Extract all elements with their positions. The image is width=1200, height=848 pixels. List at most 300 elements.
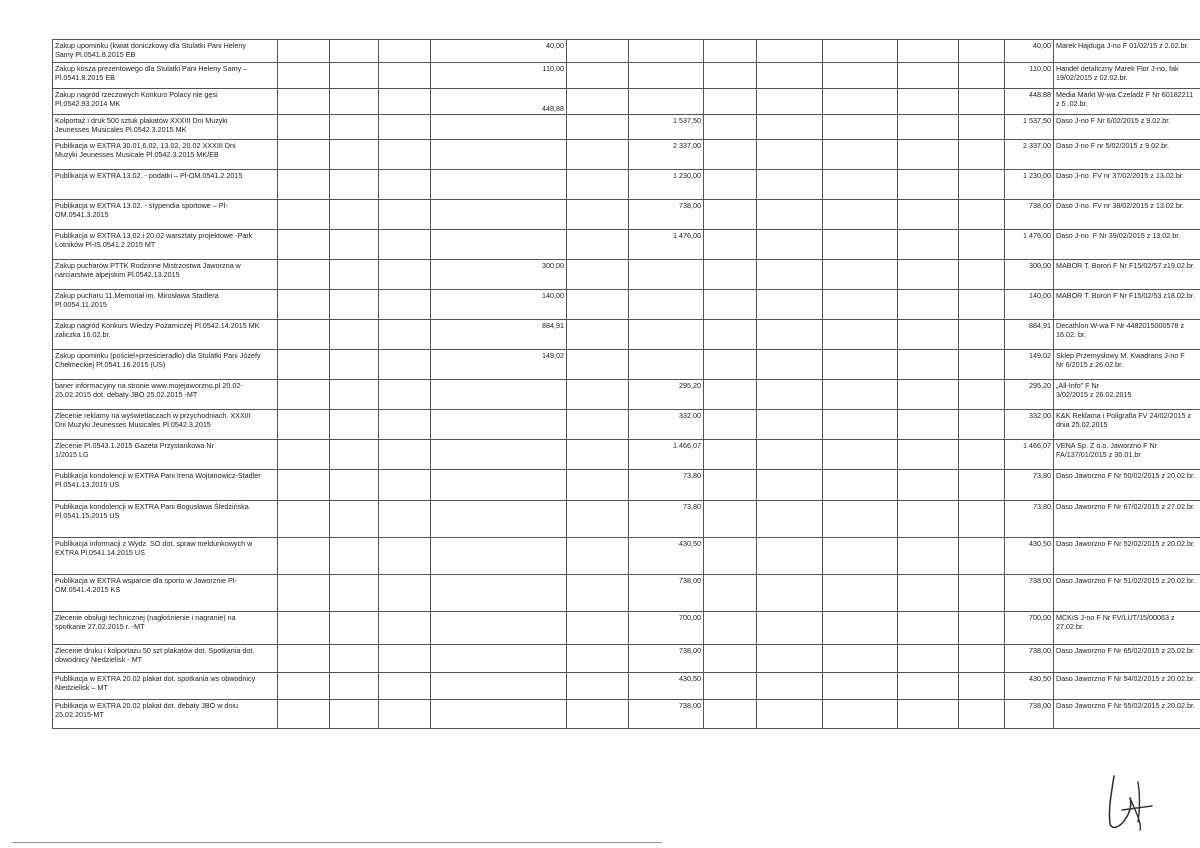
- cell-empty: [898, 230, 959, 260]
- cell-empty: [431, 470, 567, 501]
- cell-empty: [278, 612, 330, 645]
- cell-empty: [959, 140, 1005, 170]
- cell-total: 40,00: [1005, 40, 1054, 63]
- cell-amount: 738,00: [629, 575, 704, 612]
- cell-description: Zlecenie obsługi technicznej (nagłośnienie i nagranie) na spotkanie 27.02.2015 r. -MT: [53, 612, 278, 645]
- cell-empty: [757, 115, 823, 140]
- cell-description: Publikacja w EXTRA 20.02 plakat dot. spotkania ws obwodnicy Niedzielisk – MT: [53, 673, 278, 700]
- signature-mark: [1100, 772, 1155, 832]
- cell-empty: [567, 350, 629, 380]
- cell-description: Publikacja w EXTRA 30.01,6.02, 13.02, 20.02 XXXIII Dni Muzyki Jeunesses Musicale Pl.0542.3.2015 MK/EB: [53, 140, 278, 170]
- cell-empty: [278, 700, 330, 729]
- cell-amount: 110,00: [431, 63, 567, 89]
- cell-vendor-invoice: Daso J-no F Nr 6/02/2015 z 9.02.br.: [1054, 115, 1200, 140]
- cell-empty: [898, 612, 959, 645]
- cell-empty: [567, 320, 629, 350]
- cell-total: 1 476,00: [1005, 230, 1054, 260]
- cell-empty: [278, 260, 330, 290]
- cell-vendor-invoice: Daso J-no. FV nr 37/02/2015 z 13.02.br.: [1054, 170, 1200, 200]
- cell-empty: [431, 200, 567, 230]
- cell-empty: [567, 440, 629, 470]
- cell-empty: [379, 140, 431, 170]
- cell-empty: [757, 63, 823, 89]
- table-row: [53, 501, 1200, 538]
- cell-empty: [330, 200, 379, 230]
- table-row: [53, 89, 1200, 115]
- cell-empty: [330, 612, 379, 645]
- cell-empty: [629, 63, 704, 89]
- cell-empty: [898, 40, 959, 63]
- cell-empty: [704, 501, 757, 538]
- cell-empty: [330, 575, 379, 612]
- cell-empty: [757, 470, 823, 501]
- cell-empty: [898, 410, 959, 440]
- cell-empty: [898, 673, 959, 700]
- cell-empty: [757, 260, 823, 290]
- cell-empty: [704, 140, 757, 170]
- cell-empty: [757, 700, 823, 729]
- cell-vendor-invoice: Daso Jaworzno F Nr 54/02/2015 z 20.02.br.: [1054, 673, 1200, 700]
- cell-empty: [567, 673, 629, 700]
- cell-vendor-invoice: K&K Reklama i Poligrafia FV 24/02/2015 z dnia 25.02.2015: [1054, 410, 1200, 440]
- cell-empty: [379, 40, 431, 63]
- cell-empty: [629, 350, 704, 380]
- cell-empty: [278, 89, 330, 115]
- cell-amount: 1 476,00: [629, 230, 704, 260]
- cell-empty: [278, 501, 330, 538]
- cell-amount: 1 537,50: [629, 115, 704, 140]
- cell-empty: [330, 290, 379, 320]
- cell-empty: [757, 612, 823, 645]
- cell-empty: [823, 170, 898, 200]
- cell-total: 149,02: [1005, 350, 1054, 380]
- cell-vendor-invoice: MABOR T. Boroń F Nr F15/02/57 z19.02.br.: [1054, 260, 1200, 290]
- cell-description: Publikacja w EXTRA 13.02.i 20.02 warsztaty projektowe -Park Lotników Pl-IS.0541.2.2015 MT: [53, 230, 278, 260]
- cell-empty: [704, 89, 757, 115]
- cell-total: 140,00: [1005, 290, 1054, 320]
- cell-empty: [704, 63, 757, 89]
- cell-empty: [757, 320, 823, 350]
- cell-total: 332,00: [1005, 410, 1054, 440]
- cell-empty: [379, 440, 431, 470]
- cell-empty: [959, 501, 1005, 538]
- cell-total: 738,00: [1005, 575, 1054, 612]
- cell-empty: [823, 410, 898, 440]
- cell-empty: [567, 200, 629, 230]
- cell-amount: 1 466,07: [629, 440, 704, 470]
- table-row: [53, 290, 1200, 320]
- cell-empty: [898, 440, 959, 470]
- cell-empty: [898, 140, 959, 170]
- cell-empty: [330, 410, 379, 440]
- cell-empty: [379, 501, 431, 538]
- cell-empty: [278, 410, 330, 440]
- cell-amount: 738,00: [629, 700, 704, 729]
- cell-description: Zakup nagród rzeczowych Konkurs Polacy nie gęsi Pl.0542.93.2014 MK: [53, 89, 278, 115]
- table-row: [53, 470, 1200, 501]
- cell-description: Zakup kosza prezentowego dla Stulatki Pani Heleny Samy – Pl.0541.8.2015 EB: [53, 63, 278, 89]
- cell-vendor-invoice: MABOR T. Boroń F Nr F15/02/53 z18.02.br.: [1054, 290, 1200, 320]
- cell-empty: [278, 440, 330, 470]
- cell-empty: [278, 470, 330, 501]
- table-row: [53, 612, 1200, 645]
- cell-description: Zakup upominku (pościel+prześcieradło) dla Stulatki Pani Józefy Chełmeckiej Pl.0541.16.2015 (US): [53, 350, 278, 380]
- cell-empty: [704, 538, 757, 575]
- cell-empty: [823, 63, 898, 89]
- cell-empty: [823, 612, 898, 645]
- cell-empty: [959, 230, 1005, 260]
- cell-empty: [898, 63, 959, 89]
- cell-empty: [379, 575, 431, 612]
- cell-empty: [898, 290, 959, 320]
- table-row: [53, 410, 1200, 440]
- cell-description: Zakup pucharu 11.Memoriał im. Mirosława Stadlera Pl.0054.11.2015: [53, 290, 278, 320]
- cell-empty: [567, 63, 629, 89]
- cell-empty: [959, 538, 1005, 575]
- cell-empty: [959, 260, 1005, 290]
- cell-vendor-invoice: Decathlon W-wa F Nr 4482015000578 z 16.02. br.: [1054, 320, 1200, 350]
- cell-empty: [959, 115, 1005, 140]
- cell-empty: [330, 501, 379, 538]
- cell-empty: [898, 350, 959, 380]
- table-row: [53, 170, 1200, 200]
- cell-empty: [959, 350, 1005, 380]
- cell-empty: [629, 260, 704, 290]
- cell-empty: [823, 575, 898, 612]
- cell-amount: 40,00: [431, 40, 567, 63]
- cell-vendor-invoice: Handel detaliczny Marek Flor J-no, fak 19/02/2015 z 02.02.br.: [1054, 63, 1200, 89]
- cell-amount: 1 230,00: [629, 170, 704, 200]
- cell-empty: [898, 645, 959, 673]
- cell-empty: [567, 115, 629, 140]
- cell-empty: [431, 380, 567, 410]
- cell-empty: [898, 501, 959, 538]
- cell-empty: [567, 538, 629, 575]
- cell-vendor-invoice: VENA Sp. Z o.o. Jaworzno F Nr FA/137/01/2015 z 30.01.br: [1054, 440, 1200, 470]
- cell-empty: [379, 700, 431, 729]
- cell-empty: [330, 700, 379, 729]
- cell-empty: [330, 40, 379, 63]
- cell-empty: [959, 200, 1005, 230]
- table-row: [53, 575, 1200, 612]
- cell-empty: [379, 380, 431, 410]
- cell-empty: [330, 140, 379, 170]
- cell-empty: [431, 501, 567, 538]
- cell-empty: [278, 230, 330, 260]
- cell-empty: [823, 350, 898, 380]
- cell-empty: [330, 538, 379, 575]
- cell-empty: [278, 63, 330, 89]
- cell-empty: [567, 575, 629, 612]
- cell-empty: [704, 645, 757, 673]
- cell-empty: [330, 320, 379, 350]
- cell-amount: 738,00: [629, 200, 704, 230]
- cell-empty: [704, 290, 757, 320]
- cell-amount: 738,00: [629, 645, 704, 673]
- cell-empty: [757, 410, 823, 440]
- cell-description: Zlecenie druku i kolportażu 50 szt plakatów dot. Spotkania dot. obwodnicy Niedzielisk - MT: [53, 645, 278, 673]
- cell-description: baner informacyjny na stronie www.mojejaworzno.pl 20.02- 25.02.2015 dot. debaty JBO 25.02.2015 -MT: [53, 380, 278, 410]
- cell-vendor-invoice: Daso Jaworzno F Nr 55/02/2015 z 20.02.br.: [1054, 700, 1200, 729]
- cell-empty: [823, 320, 898, 350]
- cell-empty: [757, 501, 823, 538]
- cell-empty: [823, 538, 898, 575]
- cell-empty: [330, 89, 379, 115]
- cell-empty: [379, 63, 431, 89]
- cell-empty: [567, 410, 629, 440]
- cell-description: Publikacja w EXTRA 13.02. - podatki – Pl-OM.0541.2.2015: [53, 170, 278, 200]
- cell-description: Zakup pucharów PTTK Rodzinne Mistrzostwa Jaworzna w narciarstwie alpejskim Pl.0542.13.2015: [53, 260, 278, 290]
- cell-empty: [959, 170, 1005, 200]
- cell-amount: 149,02: [431, 350, 567, 380]
- cell-empty: [278, 350, 330, 380]
- cell-empty: [757, 350, 823, 380]
- cell-total: 1 466,07: [1005, 440, 1054, 470]
- cell-empty: [567, 645, 629, 673]
- table-row: [53, 320, 1200, 350]
- cell-total: 700,00: [1005, 612, 1054, 645]
- cell-empty: [704, 575, 757, 612]
- cell-amount: 73,80: [629, 470, 704, 501]
- cell-empty: [629, 290, 704, 320]
- cell-empty: [959, 645, 1005, 673]
- cell-empty: [823, 673, 898, 700]
- cell-empty: [567, 470, 629, 501]
- table-row: [53, 380, 1200, 410]
- cell-empty: [567, 40, 629, 63]
- cell-vendor-invoice: Daso J-no. F Nr 39/02/2015 z 13.02.br.: [1054, 230, 1200, 260]
- cell-empty: [757, 673, 823, 700]
- cell-empty: [959, 63, 1005, 89]
- cell-empty: [379, 673, 431, 700]
- cell-empty: [278, 140, 330, 170]
- cell-empty: [567, 380, 629, 410]
- table-row: [53, 350, 1200, 380]
- cell-empty: [379, 170, 431, 200]
- cell-empty: [757, 538, 823, 575]
- table-row: [53, 645, 1200, 673]
- table-row: [53, 260, 1200, 290]
- cell-empty: [704, 700, 757, 729]
- cell-empty: [431, 170, 567, 200]
- cell-vendor-invoice: Daso J-no F nr 5/02/2015 z 9.02.br.: [1054, 140, 1200, 170]
- cell-empty: [757, 140, 823, 170]
- cell-empty: [567, 290, 629, 320]
- cell-empty: [757, 380, 823, 410]
- cell-empty: [898, 89, 959, 115]
- cell-empty: [330, 470, 379, 501]
- cell-empty: [704, 260, 757, 290]
- cell-empty: [898, 115, 959, 140]
- cell-empty: [959, 290, 1005, 320]
- cell-empty: [379, 290, 431, 320]
- cell-empty: [823, 115, 898, 140]
- table-row: [53, 673, 1200, 700]
- cell-empty: [431, 115, 567, 140]
- cell-empty: [757, 230, 823, 260]
- cell-empty: [567, 501, 629, 538]
- table-row: [53, 440, 1200, 470]
- cell-empty: [898, 538, 959, 575]
- cell-empty: [704, 170, 757, 200]
- cell-empty: [330, 440, 379, 470]
- cell-vendor-invoice: Marek Hajduga J-no F 01/02/15 z 2.02.br.: [1054, 40, 1200, 63]
- cell-empty: [330, 645, 379, 673]
- cell-empty: [959, 575, 1005, 612]
- cell-empty: [379, 645, 431, 673]
- cell-description: Zakup nagród Konkurs Wiedzy Pożarniczej Pl.0542.14.2015 MK zaliczka 16.02.br.: [53, 320, 278, 350]
- table-row: [53, 140, 1200, 170]
- cell-vendor-invoice: Daso Jaworzno F Nr 52/02/2015 z 20.02.br.: [1054, 538, 1200, 575]
- cell-empty: [379, 200, 431, 230]
- cell-empty: [330, 170, 379, 200]
- cell-total: 430,50: [1005, 538, 1054, 575]
- cell-vendor-invoice: MCKiS J-no F Nr FV/LUT/15/00063 z 27.02.br.: [1054, 612, 1200, 645]
- cell-empty: [567, 230, 629, 260]
- cell-empty: [823, 260, 898, 290]
- cell-empty: [567, 140, 629, 170]
- cell-empty: [757, 290, 823, 320]
- cell-amount: 295,20: [629, 380, 704, 410]
- cell-empty: [898, 320, 959, 350]
- cell-amount: 2 337,00: [629, 140, 704, 170]
- cell-empty: [379, 538, 431, 575]
- cell-empty: [704, 470, 757, 501]
- cell-empty: [567, 170, 629, 200]
- cell-empty: [757, 440, 823, 470]
- cell-empty: [823, 230, 898, 260]
- cell-empty: [898, 470, 959, 501]
- cell-empty: [278, 290, 330, 320]
- cell-total: 73,80: [1005, 501, 1054, 538]
- cell-empty: [959, 700, 1005, 729]
- cell-description: Publikacja informacji z Wydz. SO dot. spraw meldunkowych w EXTRA Pl.0541.14.2015 US: [53, 538, 278, 575]
- cell-empty: [757, 40, 823, 63]
- cell-vendor-invoice: Sklep Przemysłowy M. Kwadrans J-no F Nr 6/2015 z 26.02.br.: [1054, 350, 1200, 380]
- cell-empty: [959, 320, 1005, 350]
- cell-empty: [379, 470, 431, 501]
- cell-empty: [704, 673, 757, 700]
- cell-description: Publikacja kondolencji w EXTRA Pani Irena Wojtanowicz-Stadler Pl.0541.13.2015 US: [53, 470, 278, 501]
- table-row: [53, 115, 1200, 140]
- cell-empty: [567, 260, 629, 290]
- cell-total: 738,00: [1005, 200, 1054, 230]
- cell-empty: [823, 290, 898, 320]
- expense-table: [52, 39, 1200, 729]
- cell-vendor-invoice: Daso J-no. FV nr 38/02/2015 z 13.02.br.: [1054, 200, 1200, 230]
- cell-empty: [278, 380, 330, 410]
- cell-amount: 73,80: [629, 501, 704, 538]
- cell-amount: 448,88: [431, 89, 567, 115]
- cell-empty: [431, 440, 567, 470]
- cell-description: Zakup upominku (kwiat doniczkowy dla Stulatki Pani Heleny Samy Pl.0541.8.2015 EB: [53, 40, 278, 63]
- cell-empty: [704, 115, 757, 140]
- cell-empty: [823, 440, 898, 470]
- cell-empty: [431, 140, 567, 170]
- cell-empty: [629, 40, 704, 63]
- cell-empty: [431, 700, 567, 729]
- cell-empty: [704, 380, 757, 410]
- cell-total: 73,80: [1005, 470, 1054, 501]
- cell-empty: [757, 200, 823, 230]
- cell-empty: [959, 440, 1005, 470]
- cell-empty: [823, 700, 898, 729]
- cell-empty: [379, 89, 431, 115]
- cell-empty: [704, 350, 757, 380]
- cell-description: Publikacja w EXTRA wsparcie dla sportu w Jaworznie Pl- OM.0541.4.2015 KS: [53, 575, 278, 612]
- cell-total: 110,00: [1005, 63, 1054, 89]
- cell-vendor-invoice: Daso Jaworzno F Nr 50/02/2015 z 20.02.br.: [1054, 470, 1200, 501]
- cell-description: Publikacja w EXTRA 20.02 plakat dot. debaty JBO w dniu 25.02.2015-MT: [53, 700, 278, 729]
- cell-total: 2 337,00: [1005, 140, 1054, 170]
- cell-description: Publikacja w EXTRA 13.02. - stypendia sportowe – Pl- OM.0541.3.2015: [53, 200, 278, 230]
- cell-empty: [379, 260, 431, 290]
- cell-description: Zlecenie reklamy na wyświetlaczach w przychodniach. XXXIII Dni Muzyki Jeunesses Musicales Pl.0542.3.2015: [53, 410, 278, 440]
- cell-vendor-invoice: „All-Info” F Nr 3/02/2015 z 26.02.2015: [1054, 380, 1200, 410]
- cell-empty: [278, 645, 330, 673]
- cell-empty: [704, 200, 757, 230]
- cell-empty: [629, 89, 704, 115]
- cell-amount: 300,00: [431, 260, 567, 290]
- cell-empty: [278, 320, 330, 350]
- cell-empty: [823, 140, 898, 170]
- cell-total: 1 537,50: [1005, 115, 1054, 140]
- cell-empty: [898, 170, 959, 200]
- cell-empty: [898, 700, 959, 729]
- cell-empty: [823, 89, 898, 115]
- cell-amount: 884,91: [431, 320, 567, 350]
- cell-empty: [431, 230, 567, 260]
- cell-total: 738,00: [1005, 700, 1054, 729]
- cell-empty: [959, 380, 1005, 410]
- cell-empty: [704, 440, 757, 470]
- cell-empty: [757, 89, 823, 115]
- cell-amount: 430,50: [629, 538, 704, 575]
- cell-empty: [431, 410, 567, 440]
- cell-empty: [330, 63, 379, 89]
- cell-empty: [567, 700, 629, 729]
- cell-empty: [567, 89, 629, 115]
- cell-empty: [823, 380, 898, 410]
- cell-empty: [898, 380, 959, 410]
- cell-empty: [823, 470, 898, 501]
- table-row: [53, 700, 1200, 729]
- cell-empty: [823, 501, 898, 538]
- cell-empty: [330, 673, 379, 700]
- cell-empty: [757, 575, 823, 612]
- cell-amount: 140,00: [431, 290, 567, 320]
- cell-amount: 700,00: [629, 612, 704, 645]
- table-row: [53, 40, 1200, 63]
- cell-total: 448,88: [1005, 89, 1054, 115]
- cell-empty: [278, 170, 330, 200]
- cell-empty: [823, 645, 898, 673]
- cell-empty: [704, 320, 757, 350]
- cell-empty: [823, 200, 898, 230]
- table-row: [53, 63, 1200, 89]
- cell-empty: [379, 230, 431, 260]
- cell-empty: [278, 538, 330, 575]
- cell-total: 884,91: [1005, 320, 1054, 350]
- cell-empty: [567, 612, 629, 645]
- cell-vendor-invoice: Daso Jaworzno F Nr 51/02/2015 z 20.02.br.: [1054, 575, 1200, 612]
- cell-empty: [379, 350, 431, 380]
- cell-empty: [278, 575, 330, 612]
- cell-empty: [278, 673, 330, 700]
- cell-empty: [757, 645, 823, 673]
- cell-total: 430,50: [1005, 673, 1054, 700]
- cell-empty: [959, 470, 1005, 501]
